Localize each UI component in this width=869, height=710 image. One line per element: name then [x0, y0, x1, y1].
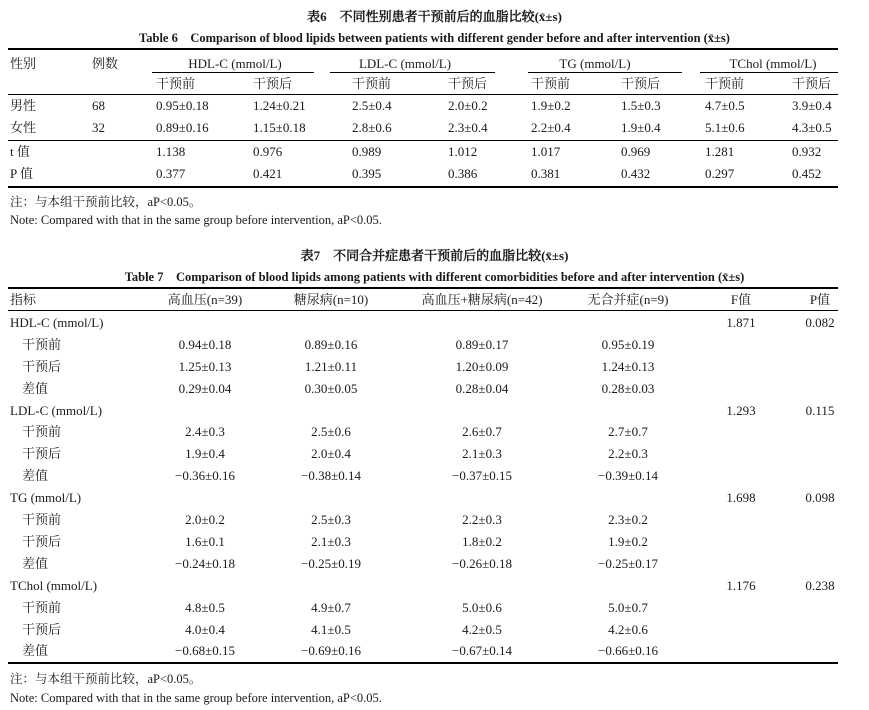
table-7-f-value: 1.871 — [726, 315, 756, 330]
table-7-cell: 1.6±0.1 — [185, 534, 225, 549]
table-6-stat-cell: 1.138 — [156, 144, 186, 159]
table-6-cell: 3.9±0.4 — [792, 98, 832, 113]
table-6-cell: 2.5±0.4 — [352, 98, 392, 113]
table-6-stat-cell: 0.969 — [621, 144, 651, 159]
table-6-cell: 2.3±0.4 — [448, 120, 488, 135]
table-7-cell: 4.8±0.5 — [185, 600, 225, 615]
table-7-cell: −0.67±0.14 — [452, 643, 512, 658]
table-6-sub-after: 干预后 — [253, 76, 293, 91]
table-7-cell: 2.2±0.3 — [462, 512, 502, 527]
table-6-cell: 1.9±0.4 — [621, 120, 661, 135]
table-6-cell: 5.1±0.6 — [705, 120, 745, 135]
table-7-cell: 0.89±0.17 — [455, 337, 509, 352]
table-6-mid-rule — [8, 140, 838, 141]
table-6-note-en: Note: Compared with that in the same group before intervention, aP<0.05. — [10, 213, 382, 227]
table-7-cell: −0.68±0.15 — [175, 643, 235, 658]
table-7-cell: 2.3±0.2 — [608, 512, 648, 527]
table-7-cell: 0.28±0.04 — [455, 381, 509, 396]
table-6-cell: 1.5±0.3 — [621, 98, 661, 113]
table-6-sub-after: 干预后 — [448, 76, 488, 91]
table-7-row-label: 差值 — [22, 468, 49, 483]
table-7-header-f: F值 — [730, 292, 752, 307]
table-7-cell: −0.25±0.17 — [598, 556, 658, 571]
table-7-f-value: 1.698 — [726, 490, 756, 505]
table-7-cell: 4.0±0.4 — [185, 622, 225, 637]
table-6-stat-cell: 0.395 — [352, 166, 382, 181]
table-6-cell: 2.2±0.4 — [531, 120, 571, 135]
table-6-row-count: 32 — [92, 120, 105, 135]
table-6-cell: 4.3±0.5 — [792, 120, 832, 135]
table-7-p-value: 0.115 — [805, 403, 835, 418]
table-7-cell: 2.6±0.7 — [462, 424, 502, 439]
table-7-p-value: 0.238 — [805, 578, 835, 593]
table-7-header-rule — [8, 310, 838, 311]
table-7-note-en: Note: Compared with that in the same group before intervention, aP<0.05. — [10, 691, 382, 705]
table-6-header-gender: 性别 — [10, 56, 37, 71]
table-7-cell: 0.28±0.03 — [601, 381, 655, 396]
table-7-p-value: 0.082 — [805, 315, 835, 330]
table-6-cell: 1.15±0.18 — [253, 120, 306, 135]
table-7-row-label: 差值 — [22, 643, 49, 658]
table-7-cell: 4.2±0.5 — [462, 622, 502, 637]
table-7-cell: −0.24±0.18 — [175, 556, 235, 571]
table-7-cell: 2.5±0.3 — [311, 512, 351, 527]
table-7-cell: 2.4±0.3 — [185, 424, 225, 439]
table-7-section-label: LDL-C (mmol/L) — [10, 403, 103, 418]
table-7-row-label: 干预前 — [22, 337, 62, 352]
table-6-group-rule — [700, 72, 838, 73]
table-7-cell: 2.2±0.3 — [608, 446, 648, 461]
table-7-cell: 0.30±0.05 — [304, 381, 358, 396]
table-6-cell: 0.89±0.16 — [156, 120, 209, 135]
table-7-row-label: 干预后 — [22, 359, 62, 374]
table-6-group-tg: TG (mmol/L) — [559, 56, 631, 71]
table-6-stat-cell: 0.432 — [621, 166, 651, 181]
table-7-cell: 1.9±0.2 — [608, 534, 648, 549]
table-7-row-label: 干预后 — [22, 622, 62, 637]
table-7-cell: 1.25±0.13 — [178, 359, 232, 374]
table-7-p-value: 0.098 — [805, 490, 835, 505]
table-6-sub-before: 干预前 — [352, 76, 392, 91]
table-7-cell: 1.8±0.2 — [462, 534, 502, 549]
table-7-header-group: 高血压(n=39) — [167, 292, 243, 307]
table-6-cell: 1.24±0.21 — [253, 98, 306, 113]
table-6-header-count: 例数 — [92, 56, 119, 71]
table-7-cell: 1.21±0.11 — [304, 359, 358, 374]
table-7-row-label: 干预后 — [22, 446, 62, 461]
table-7-cell: 1.9±0.4 — [185, 446, 225, 461]
table-7-cell: 2.0±0.2 — [185, 512, 225, 527]
table-6-header-rule — [8, 94, 838, 95]
table-7-cell: 1.20±0.09 — [455, 359, 509, 374]
table-6-cell: 1.9±0.2 — [531, 98, 571, 113]
table-6-row-label: 男性 — [10, 98, 37, 113]
table-7-header-group: 糖尿病(n=10) — [293, 292, 369, 307]
table-7-cell: −0.69±0.16 — [301, 643, 361, 658]
table-7-cell: 5.0±0.7 — [608, 600, 648, 615]
table-7-note-cn: 注：与本组干预前比较，aP<0.05。 — [10, 672, 202, 686]
table-6-stat-cell: 0.297 — [705, 166, 735, 181]
table-6-group-tchol: TChol (mmol/L) — [729, 56, 817, 71]
table-6-stat-cell: 1.012 — [448, 144, 478, 159]
table-7-cell: 2.1±0.3 — [462, 446, 502, 461]
table-6-sub-before: 干预前 — [705, 76, 745, 91]
table-7-cell: 4.2±0.6 — [608, 622, 648, 637]
table-6-title-cn: 表6 不同性别患者干预前后的血脂比较(x̄±s) — [307, 9, 562, 24]
table-6-stat-label: P 值 — [10, 166, 33, 181]
table-6-cell: 0.95±0.18 — [156, 98, 209, 113]
table-7-cell: 1.24±0.13 — [601, 359, 655, 374]
table-7-row-label: 差值 — [22, 381, 49, 396]
table-7-cell: −0.25±0.19 — [301, 556, 361, 571]
table-6-stat-cell: 0.381 — [531, 166, 561, 181]
table-6-row-count: 68 — [92, 98, 105, 113]
table-7-header-p: P值 — [809, 292, 831, 307]
table-7-cell: 2.1±0.3 — [311, 534, 351, 549]
table-6-bottom-rule — [8, 186, 838, 188]
table-7-header-group: 高血压+糖尿病(n=42) — [421, 292, 543, 307]
table-7-row-label: 干预前 — [22, 600, 62, 615]
table-6-stat-label: t 值 — [10, 144, 30, 159]
table-6-sub-after: 干预后 — [792, 76, 832, 91]
table-7-cell: −0.37±0.15 — [452, 468, 512, 483]
table-7-cell: 0.95±0.19 — [601, 337, 655, 352]
table-7-cell: 0.29±0.04 — [178, 381, 232, 396]
table-6-cell: 2.8±0.6 — [352, 120, 392, 135]
table-7-section-label: TG (mmol/L) — [10, 490, 82, 505]
table-7-cell: 2.7±0.7 — [608, 424, 648, 439]
table-7-title-en: Table 7 Comparison of blood lipids among patients with different comorbidities before and after intervention (x̄±s) — [124, 270, 745, 284]
table-6-sub-after: 干预后 — [621, 76, 661, 91]
table-7-cell: 2.5±0.6 — [311, 424, 351, 439]
table-6-sub-before: 干预前 — [156, 76, 196, 91]
table-6-note-cn: 注：与本组干预前比较，aP<0.05。 — [10, 195, 202, 209]
table-6-group-rule — [528, 72, 682, 73]
table-6-stat-cell: 0.976 — [253, 144, 283, 159]
table-7-cell: 2.0±0.4 — [311, 446, 351, 461]
table-7-cell: 0.89±0.16 — [304, 337, 358, 352]
table-6-row-label: 女性 — [10, 120, 37, 135]
table-6-stat-cell: 0.989 — [352, 144, 382, 159]
table-7-f-value: 1.176 — [726, 578, 756, 593]
table-7-cell: 4.1±0.5 — [311, 622, 351, 637]
table-6-group-rule — [152, 72, 314, 73]
table-6-cell: 2.0±0.2 — [448, 98, 488, 113]
table-7-row-label: 干预后 — [22, 534, 62, 549]
table-7-top-rule — [8, 287, 838, 289]
table-7-cell: −0.66±0.16 — [598, 643, 658, 658]
table-7-section-label: HDL-C (mmol/L) — [10, 315, 104, 330]
table-7-header-group: 无合并症(n=9) — [587, 292, 669, 307]
table-7-title-cn: 表7 不同合并症患者干预前后的血脂比较(x̄±s) — [300, 248, 569, 263]
table-7-header-index: 指标 — [10, 292, 37, 307]
table-6-sub-before: 干预前 — [531, 76, 571, 91]
table-7-section-label: TChol (mmol/L) — [10, 578, 98, 593]
table-7-row-label: 干预前 — [22, 512, 62, 527]
table-6-stat-cell: 1.017 — [531, 144, 561, 159]
table-7-cell: −0.39±0.14 — [598, 468, 658, 483]
table-6-cell: 4.7±0.5 — [705, 98, 745, 113]
table-7-cell: −0.38±0.14 — [301, 468, 361, 483]
table-7-f-value: 1.293 — [726, 403, 756, 418]
table-7-cell: −0.26±0.18 — [452, 556, 512, 571]
table-7-cell: 5.0±0.6 — [462, 600, 502, 615]
table-7-cell: 4.9±0.7 — [311, 600, 351, 615]
table-7-bottom-rule — [8, 662, 838, 664]
table-7-row-label: 差值 — [22, 556, 49, 571]
table-6-top-rule — [8, 48, 838, 50]
table-6-stat-cell: 0.421 — [253, 166, 283, 181]
table-6-group-ldl: LDL-C (mmol/L) — [358, 56, 452, 71]
table-7-cell: 0.94±0.18 — [178, 337, 232, 352]
table-7-cell: −0.36±0.16 — [175, 468, 235, 483]
table-6-stat-cell: 0.452 — [792, 166, 822, 181]
table-6-group-hdl: HDL-C (mmol/L) — [188, 56, 282, 71]
table-6-stat-cell: 1.281 — [705, 144, 735, 159]
table-7-row-label: 干预前 — [22, 424, 62, 439]
table-6-stat-cell: 0.932 — [792, 144, 822, 159]
table-6-stat-cell: 0.386 — [448, 166, 478, 181]
table-6-stat-cell: 0.377 — [156, 166, 186, 181]
table-6-title-en: Table 6 Comparison of blood lipids between patients with different gender before and after intervention (x̄±s) — [139, 31, 730, 45]
table-6-group-rule — [330, 72, 495, 73]
